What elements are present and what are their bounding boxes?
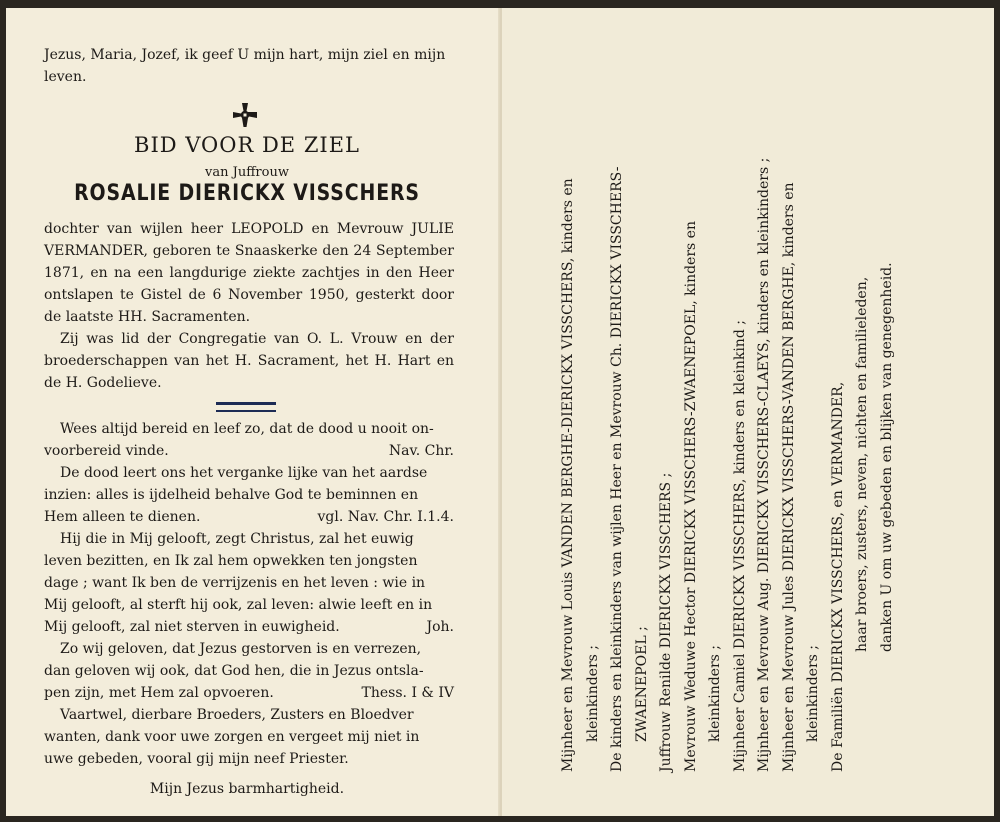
quote-text: Hij die in Mij gelooft, zegt Christus, zal het euwig xyxy=(60,531,414,547)
scripture-quotes xyxy=(44,418,454,770)
quote-line xyxy=(44,638,454,660)
bio-paragraph: dochter van wijlen heer LEOPOLD en Mevrouw JULIE VERMANDER, geboren te Snaaskerke den 24 September 1871, en na een langdurige ziekte zachtjes in den Heer ontslapen te Gistel de 6 November 1950, gesterkt door de laatste HH. Sacramenten. xyxy=(44,221,454,325)
quote-text: leven bezitten, en Ik zal hem opwekken ten jongsten xyxy=(44,553,418,569)
mourner-line: kleinkinders ; xyxy=(805,644,821,742)
quote-source: Joh. xyxy=(426,619,454,635)
mourner-line: Mijnheer en Mevrouw Aug. DIERICKX VISSCHERS-CLAEYS, kinders en kleinkinders ; xyxy=(756,157,772,772)
mourner-line: Mijnheer en Mevrouw Louis VANDEN BERGHE-DIERICKX VISSCHERS, kinders en xyxy=(560,178,576,772)
mourner-line: De kinders en kleinkinders van wijlen Heer en Mevrouw Ch. DIERICKX VISSCHERS- xyxy=(609,166,625,772)
quote-source: vgl. Nav. Chr. I.1.4. xyxy=(317,509,454,525)
mourner-line: De Familiën DIERICKX VISSCHERS, en VERMANDER, xyxy=(829,381,846,772)
quote-text: Vaartwel, dierbare Broeders, Zusters en Bloedver xyxy=(60,707,414,723)
quote-text: uwe gebeden, vooral gij mijn neef Priester. xyxy=(44,751,349,767)
quote-text: Zo wij geloven, dat Jezus gestorven is en verrezen, xyxy=(60,641,422,657)
quote-text: Mij gelooft, zal niet sterven in euwigheid. xyxy=(44,619,340,635)
mourner-line: haar broers, zusters, neven, nichten en familieleden, xyxy=(854,276,870,652)
mourner-line: Mevrouw Weduwe Hector DIERICKX VISSCHERS-ZWAENEPOEL, kinders en xyxy=(682,221,699,772)
quote-source: Thess. I & IV xyxy=(361,685,454,701)
cross-pattee-icon xyxy=(232,102,258,128)
quote-line xyxy=(44,726,454,748)
quote-text: inzien: alles is ijdelheid behalve God te beminnen en xyxy=(44,487,419,503)
quote-text: dan geloven wij ook, dat God hen, die in Jezus ontsla- xyxy=(44,663,424,679)
quote-line xyxy=(44,682,454,704)
mourner-line: ZWAENEPOEL ; xyxy=(633,626,650,742)
quote-line xyxy=(44,528,454,550)
quote-line xyxy=(44,484,454,506)
biography xyxy=(44,218,454,394)
family-mourners xyxy=(560,92,900,772)
quote-line xyxy=(44,616,454,638)
mourner-line: danken U om uw gebeden en blijken van genegenheid. xyxy=(878,262,895,652)
deceased-name: ROSALIE DIERICKX VISSCHERS xyxy=(74,181,420,206)
quote-text: De dood leert ons het verganke lijke van het aardse xyxy=(60,465,428,481)
quote-text: dage ; want Ik ben de verrijzenis en het leven : wie in xyxy=(44,575,426,591)
quote-line xyxy=(44,660,454,682)
quote-source: Nav. Chr. xyxy=(388,443,454,459)
closing-invocation: Mijn Jezus barmhartigheid. xyxy=(149,781,345,797)
mourner-line: Mijnheer en Mevrouw Jules DIERICKX VISSCHERS-VANDEN BERGHE, kinders en xyxy=(780,182,797,772)
quote-text: pen zijn, met Hem zal opvoeren. xyxy=(44,685,274,701)
quote-text: wanten, dank voor uwe zorgen en vergeet mij niet in xyxy=(44,729,420,745)
van-juffrouw: van Juffrouw xyxy=(205,165,289,180)
quote-text: voorbereid vinde. xyxy=(44,443,169,459)
quote-line xyxy=(44,418,454,440)
quote-line xyxy=(44,506,454,528)
quote-line xyxy=(44,704,454,726)
quote-text: Wees altijd bereid en leef zo, dat de dood u nooit on- xyxy=(60,421,434,437)
mourner-line: Mijnheer Camiel DIERICKX VISSCHERS, kinders en kleinkind ; xyxy=(731,320,748,772)
mourner-line: kleinkinders ; xyxy=(584,644,601,742)
quote-text: Hem alleen te dienen. xyxy=(44,509,201,525)
opening-prayer: Jezus, Maria, Jozef, ik geef U mijn hart, mijn ziel en mijn leven. xyxy=(44,47,446,85)
mourner-line: Juffrouw Renilde DIERICKX VISSCHERS ; xyxy=(658,472,674,772)
quote-line xyxy=(44,440,454,462)
quote-line xyxy=(44,572,454,594)
quote-line xyxy=(44,748,454,770)
bio-paragraph: Zij was lid der Congregatie van O. L. Vrouw en der broederschappen van het H. Sacrament, het H. Hart en de H. Godelieve. xyxy=(44,331,454,391)
quote-line xyxy=(44,594,454,616)
divider-rule xyxy=(216,402,276,412)
mourner-line: kleinkinders ; xyxy=(707,644,723,742)
quote-text: Mij gelooft, al sterft hij ook, zal leven: alwie leeft en in xyxy=(44,597,433,613)
heading: BID VOOR DE ZIEL xyxy=(134,133,360,157)
quote-line xyxy=(44,550,454,572)
quote-line xyxy=(44,462,454,484)
